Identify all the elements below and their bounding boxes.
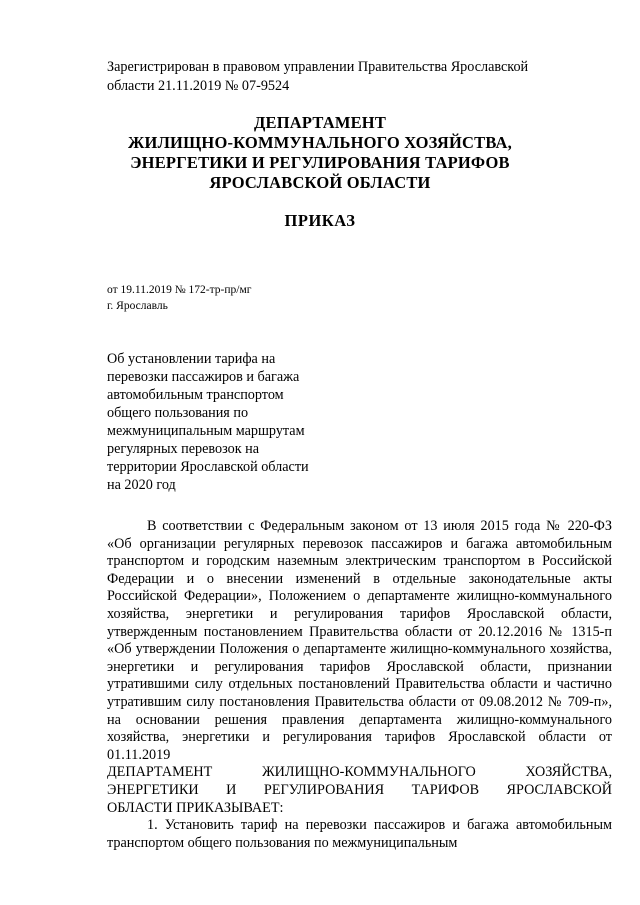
order-subject [107,350,347,494]
subject-line: территории Ярославской области [107,459,309,475]
department-header [60,113,580,193]
subject-line: на 2020 год [107,477,176,493]
subject-line: Об установлении тарифа на [107,351,276,367]
registration-line-1: Зарегистрирован в правовом управлении Правительства Ярославской [107,59,529,75]
order-body [107,518,612,852]
department-line: ЖИЛИЩНО-КОММУНАЛЬНОГО ХОЗЯЙСТВА, [128,133,512,152]
subject-line: автомобильным транспортом [107,387,284,403]
order-title: ПРИКАЗ [284,211,356,230]
subject-line: перевозки пассажиров и багажа [107,369,300,385]
subject-line: общего пользования по [107,405,249,421]
decree-line: ОБЛАСТИ ПРИКАЗЫВАЕТ: [107,799,284,816]
department-line: ЭНЕРГЕТИКИ И РЕГУЛИРОВАНИЯ ТАРИФОВ [130,153,510,172]
preamble-paragraph: В соответствии с Федеральным законом от 13 июля 2015 года № 220-ФЗ «Об организации регулярных перевозок пассажиров и багажа автомобильным транспортом и городским наземным электрическим транспортом в Российской Федерации и о внесении изменений в отдельные законодательные акты Российской Федерации», Положением о департаменте жилищно-коммунального хозяйства, энергетики и регулирования тарифов Ярославской области, утвержденным постановлением Правительства области от 20.12.2016 № 1315-п «Об утверждении Положения о департаменте жилищно-коммунального хозяйства, энергетики и регулирования тарифов Ярославской области, признании утратившими силу отдельных постановлений Правительства области и частично утратившим силу постановления Правительства области от 09.08.2012 № 709-п», на основании решения правления департамента жилищно-коммунального хозяйства, энергетики и регулирования тарифов Ярославской области от 01.11.2019 [107,518,612,763]
registration-note [107,58,577,96]
department-line: ЯРОСЛАВСКОЙ ОБЛАСТИ [209,173,431,192]
order-city: г. Ярославль [107,300,168,312]
decree-line: ДЕПАРТАМЕНТ ЖИЛИЩНО-КОММУНАЛЬНОГО ХОЗЯЙСТВА, [107,764,612,781]
department-line: ДЕПАРТАМЕНТ [253,113,387,132]
subject-line: межмуниципальным маршрутам [107,423,305,439]
order-item-1: 1. Установить тариф на перевозки пассажиров и багажа автомобильным транспортом общего пользования по межмуниципальным [107,817,612,851]
registration-line-2: области 21.11.2019 № 07-9524 [107,78,290,94]
order-meta [107,282,251,314]
subject-line: регулярных перевозок на [107,441,260,457]
order-date-number: от 19.11.2019 № 172-тр-пр/мг [107,284,252,296]
decree-line: ЭНЕРГЕТИКИ И РЕГУЛИРОВАНИЯ ТАРИФОВ ЯРОСЛАВСКОЙ [107,781,612,798]
